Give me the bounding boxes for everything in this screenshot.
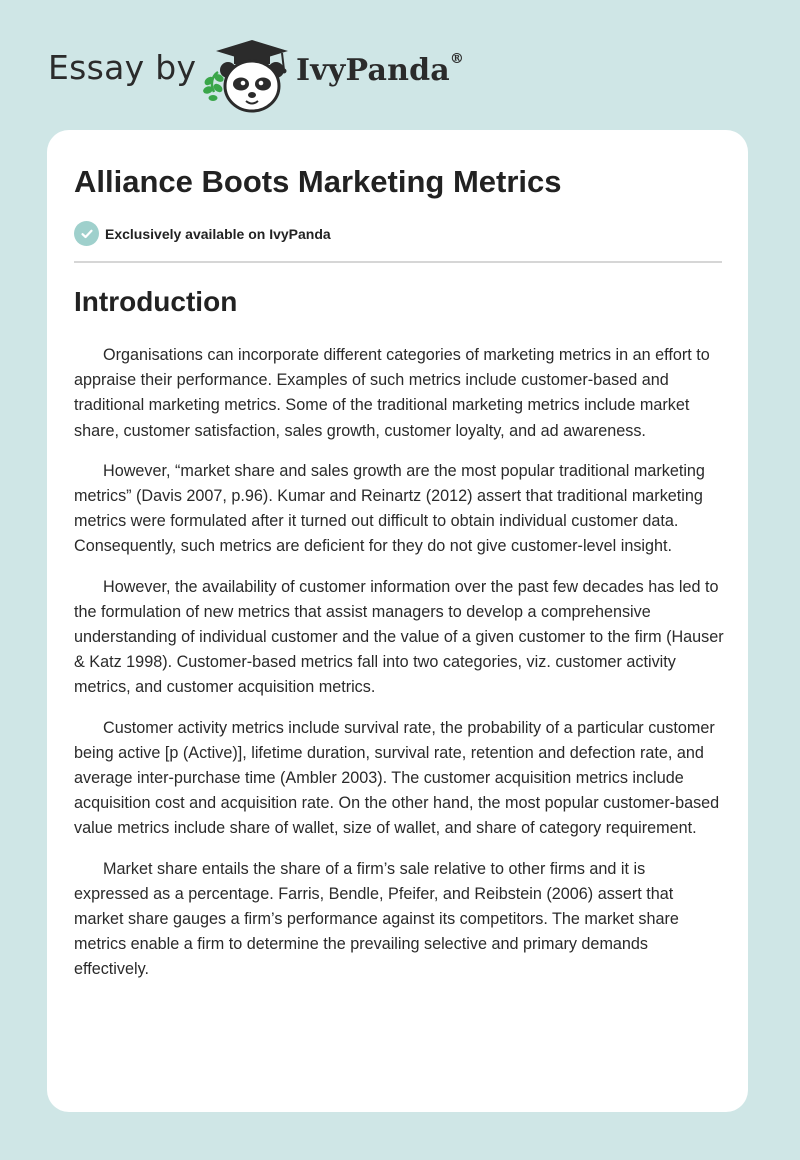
paragraph: Market share entails the share of a firm’s sale relative to other firms and it is expressed as a percentage. Farris, Bendle, Pfeifer, and Reibstein (2006) assert that market share gauges a firm’s performance against its competitors. The market share metrics enable a firm to determine the prevailing selective and primary demands effectively. [74,859,679,979]
section-heading-introduction: Introduction [74,286,238,317]
article-title: Alliance Boots Marketing Metrics [74,164,562,199]
title-divider [74,261,722,263]
article-body [74,343,724,998]
registered-mark: ® [449,51,465,67]
site-header [0,0,800,130]
paragraph: However, “market share and sales growth are the most popular traditional marketing metrics” (Davis 2007, p.96). Kumar and Reinartz (2012) assert that traditional marketing metrics were formulated after it turned out difficult to obtain individual customer data. Consequently, such metrics are deficient for they do not give customer-level insight. [74,461,705,556]
panda-graduate-logo-icon[interactable] [200,34,296,114]
paragraph: Organisations can incorporate different categories of marketing metrics in an effort to appraise their performance. Examples of such metrics include customer-based and traditional marketing metrics. Some of the traditional marketing metrics include market share, customer satisfaction, sales growth, customer loyalty, and ad awareness. [74,346,710,440]
article-card [47,130,748,1112]
availability-badge [74,221,331,246]
paragraph: However, the availability of customer information over the past few decades has led to the formulation of new metrics that assist managers to develop a comprehensive understanding of individual customer and the value of a given customer to the firm (Hauser & Katz 1998). Customer-based metrics fall into two categories, viz. customer activity metrics, and customer acquisition metrics. [74,577,724,697]
essay-by-label: Essay by [48,48,197,87]
paragraph: Customer activity metrics include survival rate, the probability of a particular customer being active [p (Active)], lifetime duration, survival rate, retention and defection rate, and average inter-purchase time (Ambler 2003). The customer acquisition metrics include acquisition cost and acquisition rate. On the other hand, the most popular customer-based value metrics include share of wallet, size of wallet, and share of category requirement. [74,718,720,838]
availability-text: Exclusively available on IvyPanda [105,225,331,242]
check-circle-icon [74,221,99,246]
brand-name[interactable]: IvyPanda® [296,51,465,88]
